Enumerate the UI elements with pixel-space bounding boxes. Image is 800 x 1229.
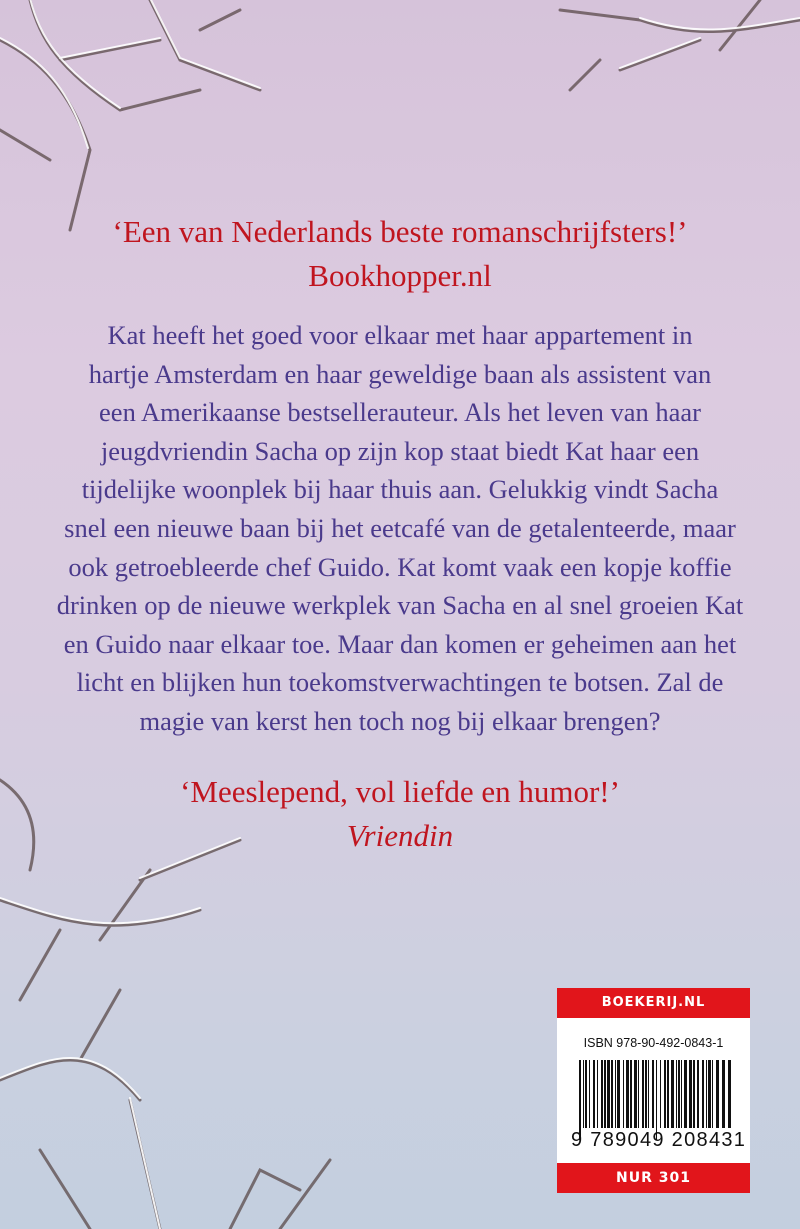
barcode-bar [722, 1060, 725, 1128]
barcode-bar [652, 1060, 654, 1128]
blurb-line: drinken op de nieuwe werkplek van Sacha en al snel groeien Kat [56, 590, 744, 621]
barcode-bar [728, 1060, 731, 1128]
barcode-bar [667, 1060, 669, 1128]
barcode-bar [579, 1060, 581, 1140]
top-review-quote [0, 210, 800, 298]
barcode-bar [656, 1060, 657, 1140]
barcode-bar [684, 1060, 687, 1128]
barcode-bar [634, 1060, 637, 1128]
barcode-bar [716, 1060, 719, 1128]
top-quote-source: Bookhopper.nl [308, 258, 492, 293]
barcode-bar [676, 1060, 677, 1128]
barcode-bar [589, 1060, 590, 1128]
barcode-bar [604, 1060, 606, 1128]
barcode-bar [708, 1060, 711, 1128]
barcode-bar [617, 1060, 620, 1128]
barcode-bar [597, 1060, 598, 1128]
blurb-line: ook getroebleerde chef Guido. Kat komt vaak een kopje koffie [68, 551, 732, 582]
barcode-bar [642, 1060, 644, 1128]
barcode-bar [671, 1060, 674, 1128]
barcode-bar [615, 1060, 616, 1128]
barcode [577, 1060, 737, 1140]
publisher-banner: BOEKERIJ.NL [557, 988, 750, 1018]
blurb-line: jeugdvriendin Sacha op zijn kop staat biedt Kat haar een [100, 435, 700, 466]
barcode-bar [660, 1060, 661, 1128]
barcode-bar [638, 1060, 639, 1128]
barcode-bar [607, 1060, 610, 1128]
barcode-bar [681, 1060, 682, 1128]
blurb-line: een Amerikaanse bestsellerauteur. Als het leven van haar [99, 397, 701, 428]
bottom-quote-text: ‘Meeslepend, vol liefde en humor!’ [180, 774, 620, 809]
barcode-bar [611, 1060, 613, 1128]
barcode-bar [593, 1060, 595, 1128]
barcode-label [557, 988, 750, 1193]
top-quote-text: ‘Een van Nederlands beste romanschrijfsters!’ [112, 214, 688, 249]
blurb-line: tijdelijke woonplek bij haar thuis aan. Gelukkig vindt Sacha [81, 474, 719, 505]
barcode-bar [678, 1060, 680, 1128]
barcode-bar [623, 1060, 624, 1128]
barcode-bar [664, 1060, 666, 1128]
bottom-review-quote [0, 770, 800, 858]
isbn-text: ISBN 978-90-492-0843-1 [583, 1036, 724, 1050]
barcode-bar [630, 1060, 632, 1128]
barcode-bar [648, 1060, 649, 1128]
blurb-line: Kat heeft het goed voor elkaar met haar appartement in [107, 320, 693, 350]
blurb-line: licht en blijken hun toekomstverwachtingen te botsen. Zal de [76, 667, 724, 698]
nur-code-banner: NUR 301 [557, 1163, 750, 1193]
barcode-bar [697, 1060, 699, 1128]
blurb-line: en Guido naar elkaar toe. Maar dan komen er geheimen aan het [63, 628, 737, 659]
barcode-bar [585, 1060, 587, 1128]
blurb-line: snel een nieuwe baan bij het eetcafé van de getalenteerde, maar [64, 512, 736, 543]
blurb-line: hartje Amsterdam en haar geweldige baan als assistent van [88, 358, 712, 389]
barcode-bar [645, 1060, 647, 1128]
barcode-bar [702, 1060, 704, 1128]
barcode-bar [693, 1060, 695, 1128]
barcode-bar [626, 1060, 629, 1128]
barcode-bar [601, 1060, 603, 1128]
barcode-bar [583, 1060, 584, 1128]
barcode-bar [689, 1060, 692, 1128]
blurb-line: magie van kerst hen toch nog bij elkaar brengen? [139, 705, 661, 736]
barcode-digits: 9 789049 208431 [571, 1129, 747, 1151]
barcode-bar [712, 1060, 713, 1128]
book-blurb [0, 316, 800, 741]
bottom-quote-source: Vriendin [346, 818, 454, 853]
barcode-bar [706, 1060, 707, 1128]
